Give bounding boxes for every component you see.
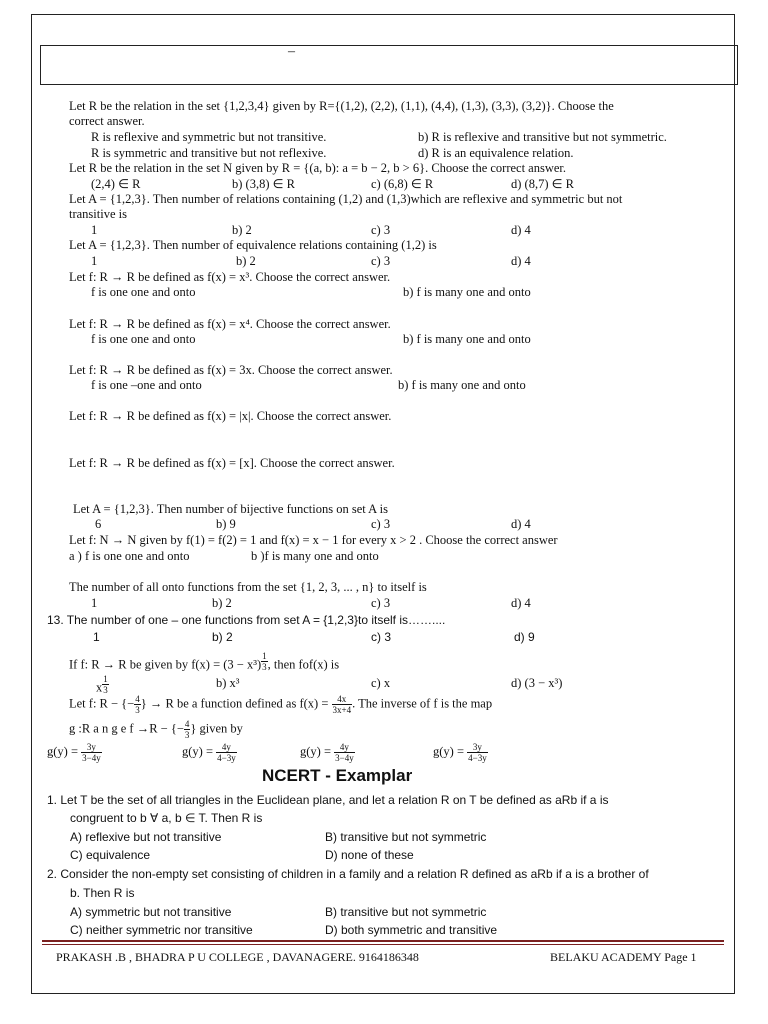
section-title: NCERT - Examplar xyxy=(262,766,413,785)
exemplar-line: 2. Consider the non-empty set consisting of children in a family and a relation R defined as aRb if a is a brother of xyxy=(47,867,649,881)
q15-option-b: g(y) = $\frac{4y}{4-3y}$ xyxy=(182,742,236,763)
question-line: d) 4 xyxy=(511,596,531,610)
question-line: b) R is reflexive and transitive but not symmetric. xyxy=(418,130,667,144)
question-line: R is reflexive and symmetric but not transitive. xyxy=(91,130,327,144)
question-line: d) 4 xyxy=(511,223,531,237)
question-line: 1 xyxy=(93,630,100,644)
question-line: d) 9 xyxy=(514,630,535,644)
footer-right: BELAKU ACADEMY Page 1 xyxy=(550,950,697,964)
q15-option-d: g(y) = $\frac{3y}{4-3y}$ xyxy=(433,742,487,763)
header-box xyxy=(40,45,738,85)
question-line: b) (3,8) ∈ R xyxy=(232,177,295,191)
question-line: b) f is many one and onto xyxy=(403,285,531,299)
exemplar-line: D) both symmetric and transitive xyxy=(325,923,498,937)
question-line: b) 2 xyxy=(236,254,256,268)
exemplar-line: 1. Let T be the set of all triangles in the Euclidean plane, and let a relation R on T be defined as aRb if a is xyxy=(47,793,609,807)
question-line: b )f is many one and onto xyxy=(251,549,379,563)
question-line: Let f: R → R be defined as f(x) = |x|. Choose the correct answer. xyxy=(69,409,392,423)
question-line: Let f: R → R be defined as f(x) = x⁴. Choose the correct answer. xyxy=(69,317,391,331)
question-line: c) 3 xyxy=(371,596,391,610)
exemplar-line: C) neither symmetric nor transitive xyxy=(70,923,253,937)
question-line: d) 4 xyxy=(511,254,531,268)
question-line: b) 2 xyxy=(212,596,232,610)
exemplar-line: B) transitive but not symmetric xyxy=(325,830,487,844)
question-line: c) 3 xyxy=(371,630,392,644)
q14-exponent: 1 3 xyxy=(262,651,267,672)
q14-stem: If f: R → R be given by f(x) = (3 − x³) $^{\frac{1}{3}}$ , then fof(x) is xyxy=(69,651,340,672)
q14-option-d: d) (3 − x³) xyxy=(511,676,563,690)
question-line: 13. The number of one – one functions from set A = {1,2,3}to itself is…….... xyxy=(47,613,446,627)
question-line: The number of all onto functions from the set {1, 2, 3, ... , n} to itself is xyxy=(69,580,427,594)
question-line: R is symmetric and transitive but not reflexive. xyxy=(91,146,327,160)
footer-rule xyxy=(42,940,724,942)
question-line: transitive is xyxy=(69,207,127,221)
q15-stem: Let f: R − {− $\frac{4}{3}$ } → R be a function defined as f(x) = $\frac{4x}{3x+4}$ . The inverse of f is the map xyxy=(69,694,493,715)
question-line: Let f: R → R be defined as f(x) = 3x. Choose the correct answer. xyxy=(69,363,393,377)
question-line: Let R be the relation in the set N given by R = {(a, b): a = b − 2, b > 6}. Choose the correct answer. xyxy=(69,161,567,175)
exemplar-line: A) reflexive but not transitive xyxy=(70,830,222,844)
header-dash: – xyxy=(288,44,295,59)
question-line: d) (8,7) ∈ R xyxy=(511,177,574,191)
q15-definition-fraction: $\frac{4x}{3x+4}$ xyxy=(332,694,352,715)
question-line: Let A = {1,2,3}. Then number of bijective functions on set A is xyxy=(73,502,388,516)
question-line: f is one –one and onto xyxy=(91,378,202,392)
question-line: f is one one and onto xyxy=(91,332,196,346)
question-line: Let f: R → R be defined as f(x) = x³. Choose the correct answer. xyxy=(69,270,391,284)
question-line: (2,4) ∈ R xyxy=(91,177,141,191)
exemplar-line: A) symmetric but not transitive xyxy=(70,905,232,919)
exemplar-line: congruent to b ∀ a, b ∈ T. Then R is xyxy=(70,811,263,825)
q15-option-a: g(y) = $\frac{3y}{3-4y}$ xyxy=(47,742,101,763)
exemplar-line: C) equivalence xyxy=(70,848,151,862)
question-line: 1 xyxy=(91,596,98,610)
question-line: correct answer. xyxy=(69,114,145,128)
question-line: b) f is many one and onto xyxy=(398,378,526,392)
question-line: c) 3 xyxy=(371,517,391,531)
question-line: Let R be the relation in the set {1,2,3,4} given by R={(1,2), (2,2), (1,1), (4,4), (1,3), (3,3), (3,2)}. Choose the xyxy=(69,99,614,113)
question-line: d) R is an equivalence relation. xyxy=(418,146,574,160)
q14-option-a: x $^{\frac{1}{3}}$ xyxy=(96,674,108,695)
question-line: 1 xyxy=(91,254,98,268)
footer-left: PRAKASH .B , BHADRA P U COLLEGE , DAVANAGERE. 9164186348 xyxy=(56,950,419,964)
q15-option-c: g(y) = $\frac{4y}{3-4y}$ xyxy=(300,742,354,763)
question-line: Let A = {1,2,3}. Then number of equivalence relations containing (1,2) is xyxy=(69,238,437,252)
question-line: b) 2 xyxy=(232,223,252,237)
footer-rule-thin xyxy=(42,944,724,945)
question-line: b) f is many one and onto xyxy=(403,332,531,346)
question-line: 6 xyxy=(95,517,102,531)
q15-map: g :R a n g e f →R − {− $\frac{4}{3}$ } given by xyxy=(69,719,243,740)
question-line: Let f: N → N given by f(1) = f(2) = 1 and f(x) = x − 1 for every x > 2 . Choose the correct answer xyxy=(69,533,558,547)
question-line: b) 2 xyxy=(212,630,233,644)
q14-option-c: c) x xyxy=(371,676,391,690)
question-line: d) 4 xyxy=(511,517,531,531)
question-line: b) 9 xyxy=(216,517,236,531)
question-line: c) (6,8) ∈ R xyxy=(371,177,434,191)
exemplar-line: D) none of these xyxy=(325,848,414,862)
exemplar-line: b. Then R is xyxy=(70,886,135,900)
question-line: c) 3 xyxy=(371,223,391,237)
q14-option-b: b) x³ xyxy=(216,676,240,690)
question-line: a ) f is one one and onto xyxy=(69,549,190,563)
question-line: f is one one and onto xyxy=(91,285,196,299)
question-line: c) 3 xyxy=(371,254,391,268)
question-line: Let f: R → R be defined as f(x) = [x]. Choose the correct answer. xyxy=(69,456,395,470)
question-line: Let A = {1,2,3}. Then number of relations containing (1,2) and (1,3)which are reflexive and symmetric but not xyxy=(69,192,623,206)
question-line: 1 xyxy=(91,223,98,237)
exemplar-line: B) transitive but not symmetric xyxy=(325,905,487,919)
